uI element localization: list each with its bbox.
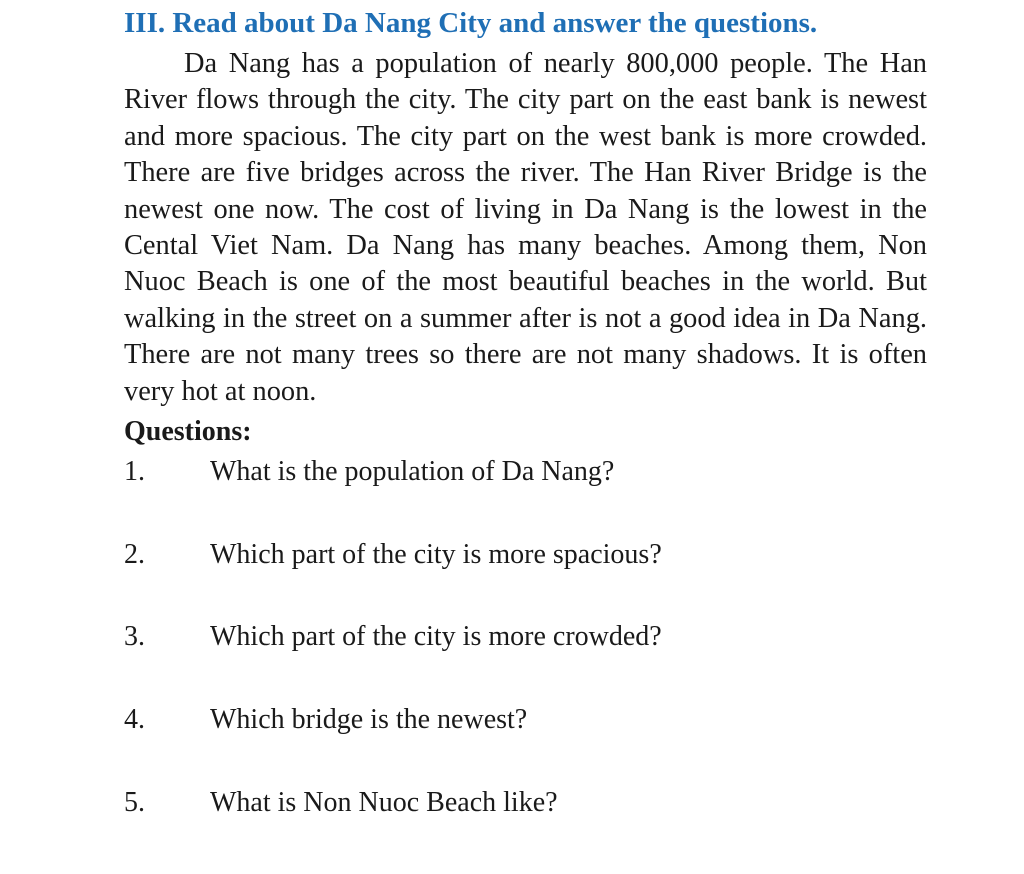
question-item bbox=[124, 783, 558, 823]
question-item bbox=[124, 700, 527, 740]
questions-heading: Questions: bbox=[124, 416, 252, 447]
question-item bbox=[124, 535, 662, 575]
question-text: Which part of the city is more spacious? bbox=[210, 539, 662, 570]
section-title: III. Read about Da Nang City and answer the questions. bbox=[124, 7, 818, 39]
question-text: What is the population of Da Nang? bbox=[210, 456, 615, 487]
question-text: Which part of the city is more crowded? bbox=[210, 621, 662, 652]
question-text: What is Non Nuoc Beach like? bbox=[210, 787, 558, 818]
question-number: 5. bbox=[124, 787, 145, 818]
question-item bbox=[124, 452, 614, 492]
question-number: 2. bbox=[124, 539, 145, 570]
question-number: 3. bbox=[124, 621, 145, 652]
reading-passage: Da Nang has a population of nearly 800,000 people. The Han River flows through the city. The city part on the east bank is newest and more spacious. The city part on the west bank is more crowded. There are five bridges across the river. The Han River Bridge is the newest one now. The cost of living in Da Nang is the lowest in the Cental Viet Nam. Da Nang has many beaches. Among them, Non Nuoc Beach is one of the most beautiful beaches in the world. But walking in the street on a summer after is not a good idea in Da Nang. There are not many trees so there are not many shadows. It is often very hot at noon. bbox=[124, 48, 927, 407]
question-item bbox=[124, 617, 662, 657]
question-number: 4. bbox=[124, 704, 145, 735]
question-text: Which bridge is the newest? bbox=[210, 704, 528, 735]
question-number: 1. bbox=[124, 456, 145, 487]
